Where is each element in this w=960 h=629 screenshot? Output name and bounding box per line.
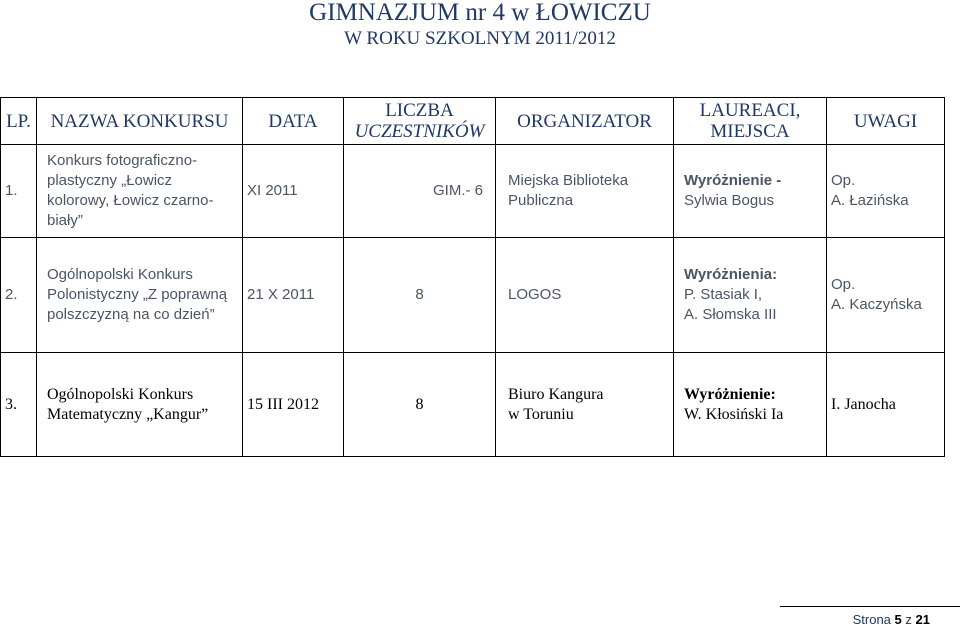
row-winners — [674, 238, 827, 353]
row-winners — [674, 145, 827, 238]
row-winner: P. Stasiak I, — [684, 286, 763, 303]
page-title: GIMNAZJUM nr 4 w ŁOWICZU — [309, 0, 651, 26]
row-notes — [827, 145, 945, 238]
table-row — [1, 353, 945, 457]
row-lp: 2. — [1, 238, 37, 353]
row-notes: I. Janocha — [827, 353, 945, 457]
row-count: 8 — [344, 353, 496, 457]
row-count: GIM.- 6 — [344, 145, 496, 238]
row-winner-2: A. Słomska III — [684, 306, 777, 323]
row-organizer-line1: Biuro Kangura — [508, 385, 604, 403]
column-header-organizer: ORGANIZATOR — [496, 98, 674, 145]
row-notes-line1: Op. — [831, 276, 856, 293]
column-header-notes: UWAGI — [827, 98, 945, 145]
column-header-count-line2: UCZESTNIKÓW — [354, 121, 485, 142]
column-header-winners — [674, 98, 827, 145]
page-number-label: Strona — [852, 612, 891, 627]
row-winner: Sylwia Bogus — [684, 192, 775, 209]
row-notes-line2: A. Kaczyńska — [831, 296, 922, 313]
row-name: Ogólnopolski Konkurs Polonistyczny „Z poprawną polszczyzną na co dzień” — [37, 238, 243, 353]
row-lp: 3. — [1, 353, 37, 457]
table-row — [1, 145, 945, 238]
row-award: Wyróżnienie: — [684, 385, 776, 403]
row-notes-line2: A. Łazińska — [831, 192, 909, 209]
column-header-name: NAZWA KONKURSU — [37, 98, 243, 145]
table-row — [1, 238, 945, 353]
row-organizer-line2: w Toruniu — [508, 405, 574, 423]
row-notes-line1: Op. — [831, 172, 856, 189]
column-header-winners-line2: MIEJSCA — [710, 121, 790, 142]
row-date: 15 III 2012 — [243, 353, 344, 457]
column-header-lp: LP. — [1, 98, 37, 145]
row-organizer — [496, 353, 674, 457]
column-header-count — [344, 98, 496, 145]
footer-divider — [780, 606, 960, 607]
page-subtitle: W ROKU SZKOLNYM 2011/2012 — [344, 28, 616, 49]
table-header-row — [1, 98, 945, 145]
page-number-total: 21 — [915, 612, 930, 627]
row-name: Konkurs fotograficzno-plastyczny „Łowicz kolorowy, Łowicz czarno-biały” — [37, 145, 243, 238]
column-header-date: DATA — [243, 98, 344, 145]
row-date: XI 2011 — [243, 145, 344, 238]
row-organizer: Miejska Biblioteka Publiczna — [496, 145, 674, 238]
row-winners — [674, 353, 827, 457]
row-name: Ogólnopolski Konkurs Matematyczny „Kangur” — [37, 353, 243, 457]
contests-table — [0, 97, 945, 457]
column-header-count-line1: LICZBA — [385, 100, 454, 121]
page-number-current: 5 — [894, 612, 902, 627]
row-date: 21 X 2011 — [243, 238, 344, 353]
row-winner: W. Kłosiński Ia — [684, 405, 784, 423]
row-award: Wyróżnienia: — [684, 266, 778, 283]
column-header-winners-line1: LAUREACI, — [699, 100, 801, 121]
row-organizer: LOGOS — [496, 238, 674, 353]
page-number — [853, 612, 930, 627]
page-number-sep: z — [905, 612, 912, 627]
row-lp: 1. — [1, 145, 37, 238]
row-notes — [827, 238, 945, 353]
row-count: 8 — [344, 238, 496, 353]
row-award: Wyróżnienie - — [684, 172, 782, 189]
